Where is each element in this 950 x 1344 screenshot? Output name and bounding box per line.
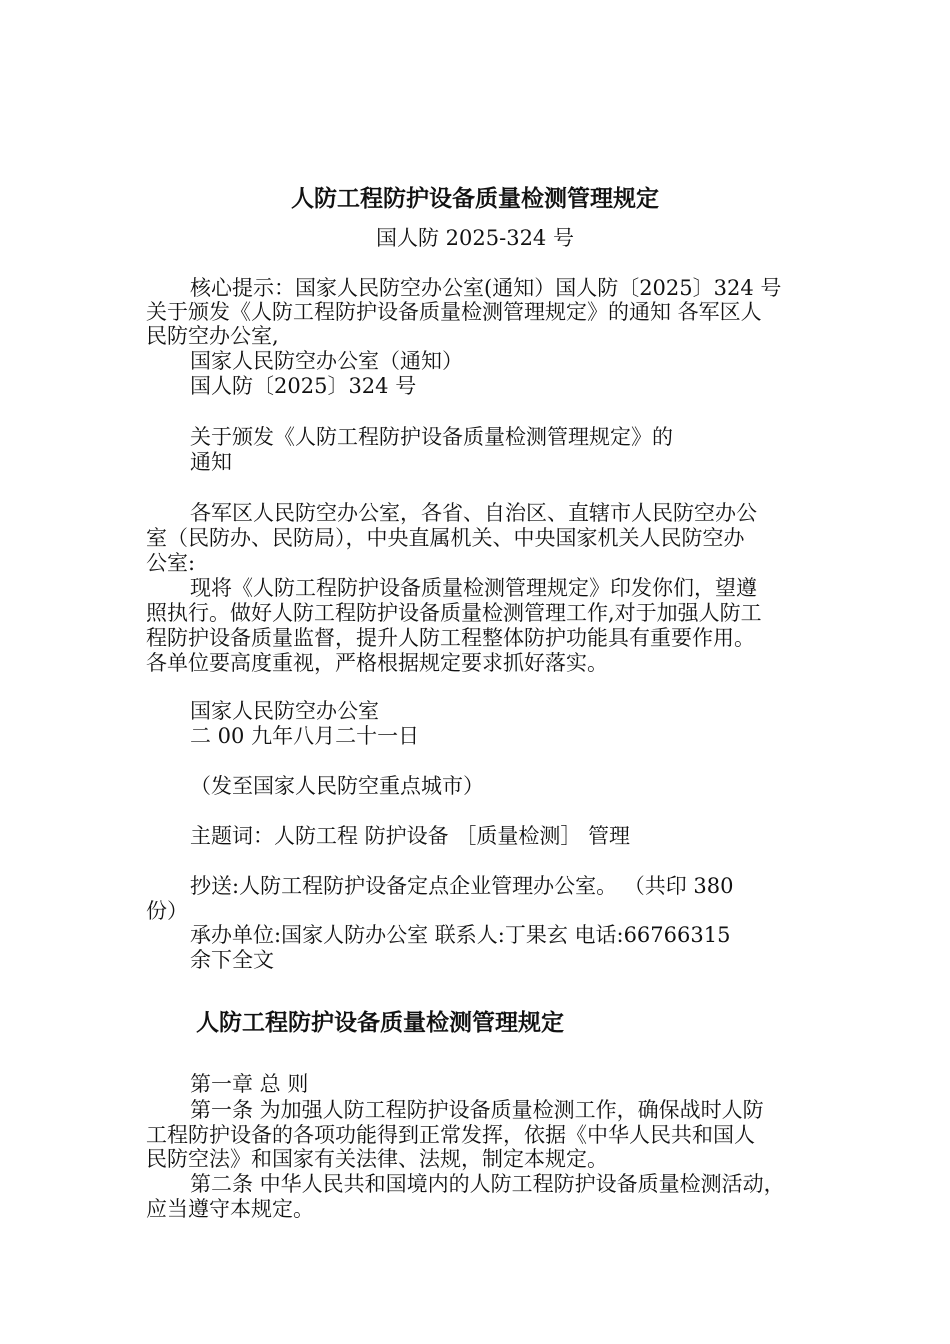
regulation-title: 人防工程防护设备质量检测管理规定 [196,1009,564,1036]
addressee-line: 室（民防办、民防局），中央直属机关、中央国家机关人民防空办 [146,526,745,550]
distribution-note: （发至国家人民防空重点城市） [190,774,484,798]
cc-line: 份） [146,899,188,923]
summary-line: 核心提示：国家人民防空办公室(通知）国人防〔2025〕324 号 [190,276,782,300]
signature: 国家人民防空办公室 [190,699,379,723]
body-line: 程防护设备质量监督，提升人防工程整体防护功能具有重要作用。 [146,626,755,650]
summary-line: 关于颁发《人防工程防护设备质量检测管理规定》的通知 各军区人 [146,300,762,324]
article-line: 民防空法》和国家有关法律、法规，制定本规定。 [146,1147,608,1171]
article-line: 第二条 中华人民共和国境内的人防工程防护设备质量检测活动， [190,1172,785,1196]
article-line: 第一条 为加强人防工程防护设备质量检测工作，确保战时人防 [190,1098,764,1122]
body-line: 现将《人防工程防护设备质量检测管理规定》印发你们，望遵 [190,576,757,600]
contact-info: 承办单位:国家人防办公室 联系人:丁果玄 电话:66766315 [190,923,731,947]
notice-title-line: 通知 [190,450,232,474]
document-title: 人防工程防护设备质量检测管理规定 [291,185,659,212]
article-line: 工程防护设备的各项功能得到正常发挥，依据《中华人民共和国人 [146,1123,755,1147]
article-line: 应当遵守本规定。 [146,1197,314,1221]
addressee-line: 公室: [146,551,196,575]
issuer-number: 国人防〔2025〕324 号 [190,374,417,398]
body-line: 各单位要高度重视，严格根据规定要求抓好落实。 [146,651,608,675]
cc-line: 抄送:人防工程防护设备定点企业管理办公室。 （共印 380 [190,874,734,898]
summary-line: 民防空办公室, [146,324,279,348]
notice-title-line: 关于颁发《人防工程防护设备质量检测管理规定》的 [190,425,673,449]
issue-date: 二 00 九年八月二十一日 [190,724,420,748]
body-line: 照执行。做好人防工程防护设备质量检测管理工作,对于加强人防工 [146,601,762,625]
addressee-line: 各军区人民防空办公室，各省、自治区、直辖市人民防空办公 [190,501,757,525]
issuer: 国家人民防空办公室（通知） [190,349,463,373]
remainder-note: 余下全文 [190,948,274,972]
document-number: 国人防 2025-324 号 [376,226,574,250]
chapter-heading: 第一章 总 则 [190,1072,309,1096]
keywords: 主题词：人防工程 防护设备 ［质量检测］ 管理 [190,824,631,848]
